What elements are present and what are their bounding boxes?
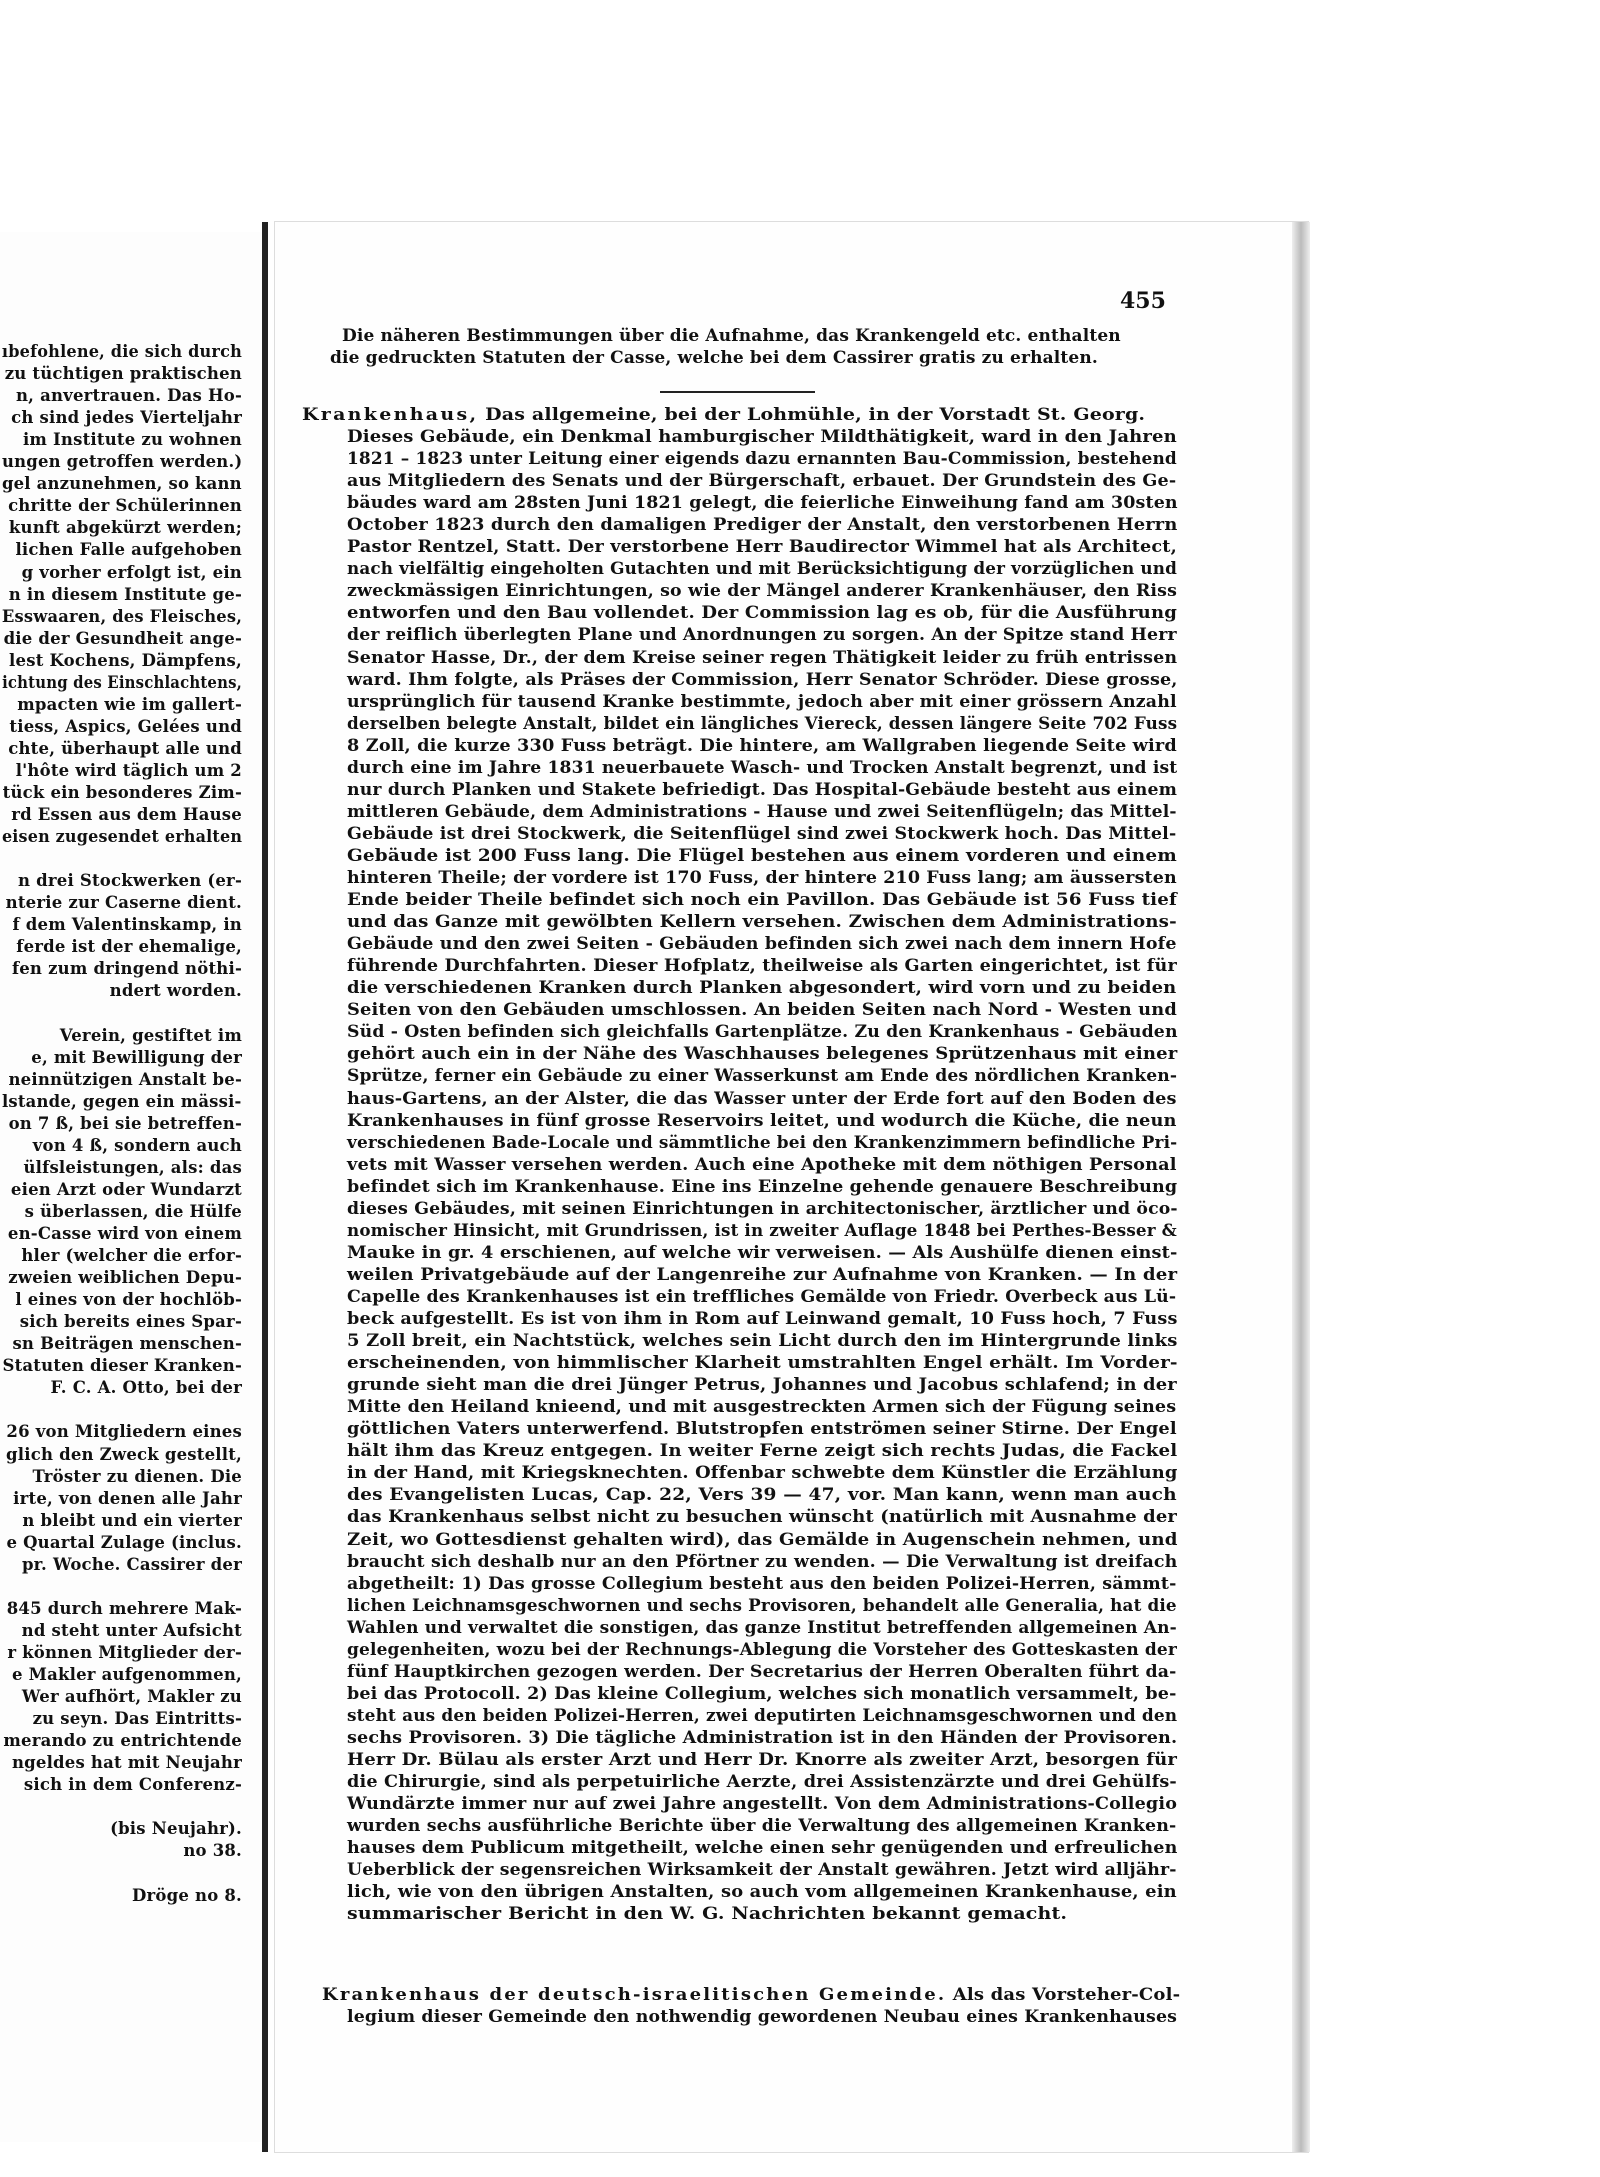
intro-line: die gedruckten Statuten der Casse, welche bei dem Cassirer gratis zu erhalten. (330, 348, 1098, 368)
left-page-line: die der Gesundheit ange- (3, 628, 242, 648)
left-page-line: lest Kochens, Dämpfens, (9, 650, 242, 670)
text-line: Seiten von den Gebäuden umschlossen. An beiden Seiten nach Nord - Westen und (347, 1000, 1177, 1020)
left-page-line: tück ein besonderes Zim- (2, 783, 242, 802)
text-line: wurden sechs ausführliche Berichte über die Verwaltung des allgemeinen Kranken- (347, 1816, 1177, 1836)
text-line: befindet sich im Krankenhause. Eine ins Einzelne gehende genauere Beschreibung (347, 1176, 1178, 1196)
left-page-line: g vorher erfolgt ist, ein (21, 562, 242, 582)
text-line: hinteren Theile; der vordere ist 170 Fuss, der hintere 210 Fuss lang; am äussersten (347, 868, 1177, 887)
left-page-line: Esswaaren, des Fleisches, (1, 606, 242, 626)
left-page-line: merando zu entrichtende (3, 1731, 242, 1751)
left-page-line: Dröge no 8. (132, 1885, 242, 1905)
entry-headword: Krankenhaus der deutsch-israelitischen Gemeinde. (322, 1985, 947, 2004)
left-page-line: tiess, Aspics, Gelées und (9, 716, 242, 736)
entry-first-line-text: Das allgemeine, bei der Lohmühle, in der Vorstadt St. Georg. (485, 405, 1146, 424)
text-line: erscheinenden, von himmlischer Klarheit umstrahlten Engel erhält. Im Vorder- (347, 1353, 1178, 1373)
text-line: zweckmässigen Einrichtungen, so wie der Mängel anderer Krankenhäuser, den Riss (347, 581, 1178, 601)
text-line: nach vielfältig eingeholten Gutachten und mit Berücksichtigung der vorzüglichen und (347, 559, 1177, 579)
text-line: aus Mitgliedern des Senats und der Bürgerschaft, erbauet. Der Grundstein des Ge- (347, 471, 1177, 491)
left-page-line: pr. Woche. Cassirer der (21, 1554, 242, 1574)
text-line: fünf Hauptkirchen gezogen werden. Der Secretarius der Herren Oberalten führt da- (347, 1661, 1177, 1681)
text-line: bei das Protocoll. 2) Das kleine Collegium, welches sich monatlich versammelt, be- (347, 1683, 1177, 1703)
left-page-line: zweien weiblichen Depu- (8, 1268, 242, 1288)
left-page-line: neinnützigen Anstalt be- (8, 1069, 242, 1089)
text-line: hauses dem Publicum mitgetheilt, welche einen sehr genügenden und erfreulichen (347, 1838, 1178, 1858)
text-line: vets mit Wasser versehen werden. Auch eine Apotheke mit dem nöthigen Personal (347, 1154, 1177, 1174)
text-line: Mitte den Heiland knieend, und mit ausgestreckten Armen sich der Fügung seines (347, 1397, 1177, 1417)
left-page-line: chritte der Schülerinnen (8, 496, 242, 516)
text-line: Gebäude und den zwei Seiten - Gebäuden befinden sich zwei nach dem innern Hofe (347, 934, 1177, 954)
text-line: Senator Hasse, Dr., der dem Kreise seiner regen Thätigkeit leider zu früh entrissen (347, 647, 1178, 667)
left-page-line: F. C. A. Otto, bei der (50, 1378, 242, 1398)
left-page-line: lichen Falle aufgehoben (15, 540, 242, 560)
left-page-line: 845 durch mehrere Mak- (6, 1598, 242, 1618)
text-line: führende Durchfahrten. Dieser Hofplatz, theilweise als Garten eingerichtet, ist für (347, 956, 1177, 976)
left-page-line: kunft abgekürzt werden; (8, 518, 242, 538)
left-page-line: e, mit Bewilligung der (31, 1047, 242, 1067)
text-line: ursprünglich für tausend Kranke bestimmte, jedoch aber mit einer grössern Anzahl (347, 691, 1177, 711)
text-line: nur durch Planken und Stakete befriedigt. Das Hospital-Gebäude besteht aus einem (347, 779, 1178, 799)
left-page-line: e Makler aufgenommen, (11, 1665, 242, 1684)
left-page-line: zu tüchtigen praktischen (4, 364, 242, 384)
text-line: göttlichen Vaters unterwerfend. Blutstropfen entströmen seiner Stirne. Der Engel (347, 1419, 1177, 1439)
text-line: gehört auch ein in der Nähe des Waschhauses belegenes Sprützenhaus mit einer (347, 1044, 1178, 1064)
entry-first-line (322, 1984, 1180, 2006)
left-page-line: 26 von Mitgliedern eines (6, 1422, 242, 1442)
left-page-line: n, anvertrauen. Das Ho- (15, 386, 242, 406)
text-line: haus-Gartens, an der Alster, die das Wasser unter der Erde fort auf den Boden des (347, 1088, 1177, 1108)
text-line: Ende beider Theile befindet sich noch ein Pavillon. Das Gebäude ist 56 Fuss tief (347, 890, 1177, 910)
left-page-line: glich den Zweck gestellt, (6, 1444, 242, 1464)
left-page-line: chte, überhaupt alle und (8, 738, 242, 758)
left-page-line: Wer aufhört, Makler zu (21, 1687, 242, 1707)
left-page-line: ch sind jedes Vierteljahr (11, 408, 242, 428)
left-page-line: ülfsleistungen, als: das (23, 1157, 242, 1177)
left-page-line: mpacten wie im gallert- (17, 694, 242, 714)
text-line: Wahlen und verwaltet die sonstigen, das ganze Institut betreffenden allgemeinen An- (347, 1617, 1177, 1637)
text-line: Wundärzte immer nur auf zwei Jahre angestellt. Von dem Administrations-Collegio (347, 1794, 1178, 1814)
left-page-line: eisen zugesendet erhalten (1, 827, 242, 847)
text-line: durch eine im Jahre 1831 neuerbauete Wasch- und Trocken Anstalt begrenzt, und ist (347, 757, 1178, 777)
left-page-line: l eines von der hochlöb- (15, 1290, 242, 1310)
text-line: Mauke in gr. 4 erschienen, auf welche wir verweisen. — Als Aushülfe dienen einst- (347, 1242, 1178, 1262)
left-page-line: l'hôte wird täglich um 2 (15, 760, 242, 780)
text-line: derselben belegte Anstalt, bildet ein längliches Viereck, dessen längere Seite 702 Fuss (347, 713, 1178, 733)
text-line: Zeit, wo Gottesdienst gehalten wird), das Gemälde in Augenschein nehmen, und (347, 1529, 1178, 1549)
left-page-line: s überlassen, die Hülfe (24, 1201, 242, 1221)
left-page-line: im Institute zu wohnen (22, 430, 242, 450)
text-line: in der Hand, mit Kriegsknechten. Offenbar schwebte dem Künstler die Erzählung (347, 1463, 1178, 1483)
left-page-line: zu seyn. Das Eintritts- (32, 1709, 242, 1729)
entry-first-line (302, 404, 1145, 426)
separator-rule (660, 391, 815, 393)
entry-first-line-text: Als das Vorsteher-Col- (952, 1985, 1181, 2004)
page-number: 455 (1120, 288, 1166, 314)
left-page-line: no 38. (183, 1841, 242, 1861)
text-line: nomischer Hinsicht, mit Grundrissen, ist in zweiter Auflage 1848 bei Perthes-Besser & (347, 1220, 1177, 1240)
entry-headword: Krankenhaus, (302, 405, 479, 424)
text-line: Gebäude ist 200 Fuss lang. Die Flügel bestehen aus einem vorderen und einem (347, 845, 1177, 865)
text-line: braucht sich deshalb nur an den Pförtner zu wenden. — Die Verwaltung ist dreifach (347, 1551, 1178, 1571)
left-page-line: lstande, gegen ein mässi- (2, 1091, 242, 1111)
left-page-line: nterie zur Caserne dient. (5, 893, 242, 913)
text-line: ward. Ihm folgte, als Präses der Commission, Herr Senator Schröder. Diese grosse, (347, 669, 1178, 689)
right-page-edge (1292, 222, 1310, 2152)
text-line: des Evangelisten Lucas, Cap. 22, Vers 39 — 47, vor. Man kann, wenn man auch (347, 1485, 1177, 1505)
text-line: Krankenhauses in fünf grosse Reservoirs leitet, und wodurch die Küche, die neun (347, 1110, 1177, 1130)
left-page-line: n in diesem Institute ge- (8, 584, 242, 604)
left-page-line: f dem Valentinskamp, in (12, 915, 242, 935)
left-page-line: fen zum dringend nöthi- (11, 959, 242, 979)
text-line: steht aus den beiden Polizei-Herren, zwei deputirten Leichnamsgeschwornen und den (347, 1705, 1178, 1725)
left-page-line: ıbefohlene, die sich durch (1, 342, 242, 361)
left-page-line: Statuten dieser Kranken- (2, 1356, 242, 1376)
text-line: lichen Leichnamsgeschwornen und sechs Provisoren, behandelt alle Generalia, hat die (347, 1595, 1177, 1615)
text-line: 1821 – 1823 unter Leitung einer eigends dazu ernannten Bau-Commission, bestehend (347, 449, 1177, 469)
text-line: sechs Provisoren. 3) Die tägliche Administration ist in den Händen der Provisoren. (347, 1727, 1178, 1747)
left-page-line: en-Casse wird von einem (7, 1224, 242, 1243)
left-page (0, 232, 262, 2142)
text-line: weilen Privatgebäude auf der Langenreihe zur Aufnahme von Kranken. — In der (347, 1264, 1178, 1284)
text-line: entworfen und den Bau vollendet. Der Commission lag es ob, für die Ausführung (347, 603, 1177, 623)
text-line: Pastor Rentzel, Statt. Der verstorbene Herr Baudirector Wimmel hat als Architect, (347, 537, 1177, 557)
text-line: das Krankenhaus selbst nicht zu besuchen wünscht (natürlich mit Ausnahme der (347, 1507, 1178, 1527)
left-page-line: ungen getroffen werden.) (1, 452, 242, 472)
left-page-line: sich bereits eines Spar- (19, 1312, 242, 1332)
left-page-line: hler (welcher die erfor- (21, 1246, 242, 1266)
text-line: grunde sieht man die drei Jünger Petrus, Johannes und Jacobus schlafend; in der (347, 1375, 1177, 1395)
text-line: Dieses Gebäude, ein Denkmal hamburgischer Mildthätigkeit, ward in den Jahren (347, 427, 1177, 446)
left-page-line: on 7 ß, bei sie betreffen- (8, 1113, 242, 1133)
left-page-line: ferde ist der ehemalige, (16, 937, 242, 957)
left-page-line: sn Beiträgen menschen- (12, 1334, 242, 1354)
left-page-line: sich in dem Conferenz- (23, 1775, 242, 1795)
text-line: verschiedenen Bade-Locale und sämmtliche bei den Krankenzimmern befindliche Pri- (347, 1132, 1178, 1152)
left-page-line: (bis Neujahr). (110, 1819, 242, 1839)
left-page-line: ngeldes hat mit Neujahr (11, 1753, 242, 1773)
left-page-line: Tröster zu dienen. Die (32, 1466, 242, 1486)
text-line: Sprütze, ferner ein Gebäude zu einer Wasserkunst am Ende des nördlichen Kranken- (347, 1066, 1178, 1086)
text-line: October 1823 durch den damaligen Prediger der Anstalt, den verstorbenen Herrn (347, 515, 1178, 535)
text-line: mittleren Gebäude, dem Administrations - Hause und zwei Seitenflügeln; das Mittel- (347, 801, 1177, 821)
left-page-line: rd Essen aus dem Hause (11, 805, 242, 825)
left-page-line: n drei Stockwerken (er- (17, 871, 242, 891)
text-line: dieses Gebäudes, mit seinen Einrichtungen in architectonischer, ärztlicher und öco- (347, 1198, 1178, 1218)
left-page-line: r können Mitglieder der- (7, 1642, 242, 1662)
left-page-line: ndert worden. (109, 981, 242, 1001)
left-page-line: von 4 ß, sondern auch (32, 1135, 242, 1155)
left-page-line: eien Arzt oder Wundarzt (10, 1179, 242, 1199)
text-line: abgetheilt: 1) Das grosse Collegium besteht aus den beiden Polizei-Herren, sämmt- (347, 1573, 1177, 1593)
text-line: Gebäude ist drei Stockwerk, die Seitenflügel sind zwei Stockwerk hoch. Das Mittel- (347, 823, 1177, 843)
text-line: summarischer Bericht in den W. G. Nachrichten bekannt gemacht. (347, 1904, 1068, 1924)
text-line: 5 Zoll breit, ein Nachtstück, welches sein Licht durch den im Hintergrunde links (347, 1331, 1178, 1351)
text-line: bäudes ward am 28sten Juni 1821 gelegt, die feierliche Einweihung fand am 30sten (347, 493, 1178, 513)
text-line: die Chirurgie, sind als perpetuirliche Aerzte, drei Assistenzärzte und drei Gehülfs- (347, 1772, 1177, 1792)
left-page-line: gel anzunehmen, so kann (2, 474, 242, 494)
intro-line: Die näheren Bestimmungen über die Aufnahme, das Krankengeld etc. enthalten (342, 326, 1121, 346)
text-line: legium dieser Gemeinde den nothwendig gewordenen Neubau eines Krankenhauses (347, 2007, 1178, 2026)
left-page-line: nd steht unter Aufsicht (21, 1620, 242, 1640)
text-line: Süd - Osten befinden sich gleichfalls Gartenplätze. Zu den Krankenhaus - Gebäuden (347, 1022, 1178, 1042)
text-line: die verschiedenen Kranken durch Planken abgesondert, wird vorn und zu beiden (347, 978, 1177, 998)
text-line: lich, wie von den übrigen Anstalten, so auch vom allgemeinen Krankenhause, ein (347, 1882, 1177, 1902)
left-page-line: irte, von denen alle Jahr (13, 1488, 242, 1508)
left-page-edge (262, 222, 268, 2152)
text-line: 8 Zoll, die kurze 330 Fuss beträgt. Die hintere, am Wallgraben liegende Seite wird (347, 735, 1177, 755)
left-page-line: ichtung des Einschlachtens, (2, 672, 242, 692)
text-line: Ueberblick der segensreichen Wirksamkeit der Anstalt gewähren. Jetzt wird alljähr- (347, 1860, 1177, 1880)
text-line: gelegenheiten, wozu bei der Rechnungs-Ablegung die Vorsteher des Gotteskasten der (347, 1639, 1177, 1659)
text-line: hält ihm das Kreuz entgegen. In weiter Ferne zeigt sich rechts Judas, die Fackel (347, 1441, 1178, 1461)
left-page-line: Verein, gestiftet im (59, 1025, 242, 1045)
text-line: und das Ganze mit gewölbten Kellern versehen. Zwischen dem Administrations- (347, 912, 1177, 932)
text-line: Herr Dr. Bülau als erster Arzt und Herr Dr. Knorre als zweiter Arzt, besorgen für (347, 1750, 1178, 1769)
text-line: Capelle des Krankenhauses ist ein treffliches Gemälde von Friedr. Overbeck aus Lü- (347, 1286, 1177, 1306)
text-line: der reiflich überlegten Plane und Anordnungen zu sorgen. An der Spitze stand Herr (347, 625, 1177, 645)
left-page-line: e Quartal Zulage (inclus. (6, 1532, 242, 1552)
left-page-line: n bleibt und ein vierter (22, 1510, 242, 1530)
text-line: beck aufgestellt. Es ist von ihm in Rom auf Leinwand gemalt, 10 Fuss hoch, 7 Fuss (347, 1309, 1178, 1328)
